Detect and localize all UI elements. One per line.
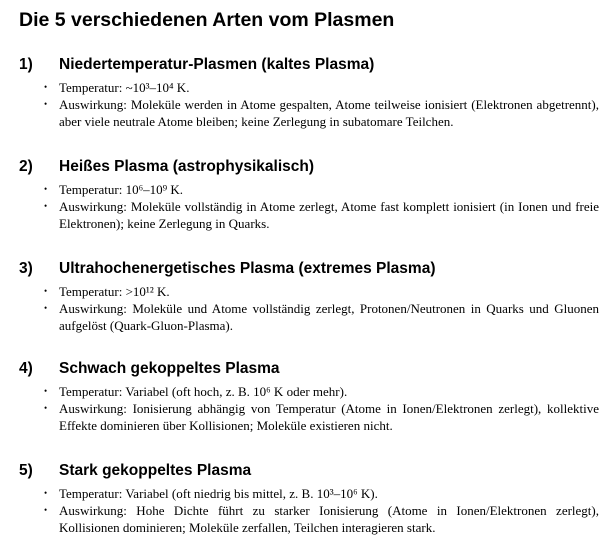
list-item <box>0 485 599 502</box>
bullet-list <box>0 283 609 334</box>
section-number: 2) <box>19 158 33 175</box>
bullet-icon: • <box>44 386 48 396</box>
bullet-list <box>0 485 609 536</box>
list-item <box>0 283 599 300</box>
section-heading <box>0 157 609 177</box>
bullet-text: Auswirkung: Moleküle werden in Atome gespalten, Atome teilweise ionisiert (Elektronen abgetrennt), aber viele neutrale Atome bleiben; keine Zerlegung in subatomare Teilchen. <box>59 97 599 129</box>
bullet-text: Temperatur: Variabel (oft hoch, z. B. 10⁶ K oder mehr). <box>59 384 348 399</box>
bullet-text: Auswirkung: Hohe Dichte führt zu starker Ionisierung (Atome in Ionen/Elektronen zerlegt), Kollisionen dominieren; Moleküle zerfallen, Teilchen interagieren stark. <box>59 503 599 535</box>
bullet-icon: • <box>44 286 48 296</box>
list-item <box>0 181 599 198</box>
bullet-icon: • <box>44 505 48 515</box>
bullet-text: Auswirkung: Moleküle und Atome vollständig zerlegt, Protonen/Neutronen in Quarks und Gluonen aufgelöst (Quark-Gluon-Plasma). <box>59 301 599 333</box>
list-item <box>0 300 599 334</box>
list-item <box>0 96 599 130</box>
section-heading <box>0 259 609 279</box>
bullet-text: Temperatur: Variabel (oft niedrig bis mittel, z. B. 10³–10⁶ K). <box>59 486 378 501</box>
section-number: 3) <box>19 260 33 277</box>
section-title: Stark gekoppeltes Plasma <box>59 462 252 479</box>
bullet-text: Temperatur: ~10³–10⁴ K. <box>59 80 190 95</box>
section-title: Niedertemperatur-Plasmen (kaltes Plasma) <box>59 56 375 73</box>
bullet-list <box>0 79 609 130</box>
bullet-icon: • <box>44 488 48 498</box>
document-title: Die 5 verschiedenen Arten vom Plasmen <box>19 9 395 31</box>
section-title: Heißes Plasma (astrophysikalisch) <box>59 158 315 175</box>
section-heading <box>0 55 609 75</box>
section-heading <box>0 359 609 379</box>
bullet-text: Temperatur: 10⁶–10⁹ K. <box>59 182 184 197</box>
bullet-text: Auswirkung: Ionisierung abhängig von Temperatur (Atome in Ionen/Elektronen zerlegt), kollektive Effekte dominieren über Kollisionen; Moleküle existieren nicht. <box>59 401 599 433</box>
bullet-icon: • <box>44 82 48 92</box>
bullet-icon: • <box>44 403 48 413</box>
list-item <box>0 198 599 232</box>
section-title: Ultrahochenergetisches Plasma (extremes Plasma) <box>59 260 436 277</box>
bullet-icon: • <box>44 303 48 313</box>
list-item <box>0 383 599 400</box>
bullet-text: Auswirkung: Moleküle vollständig in Atome zerlegt, Atome fast komplett ionisiert (in Ionen und freie Elektronen); keine Zerlegung in Quarks. <box>59 199 599 231</box>
section-number: 5) <box>19 462 33 479</box>
bullet-list <box>0 181 609 232</box>
list-item <box>0 400 599 434</box>
bullet-list <box>0 383 609 434</box>
bullet-icon: • <box>44 184 48 194</box>
bullet-icon: • <box>44 201 48 211</box>
section-title: Schwach gekoppeltes Plasma <box>59 360 280 377</box>
section-number: 1) <box>19 56 33 73</box>
list-item <box>0 502 599 536</box>
section-number: 4) <box>19 360 33 377</box>
section-heading <box>0 461 609 481</box>
bullet-icon: • <box>44 99 48 109</box>
bullet-text: Temperatur: >10¹² K. <box>59 284 170 299</box>
list-item <box>0 79 599 96</box>
